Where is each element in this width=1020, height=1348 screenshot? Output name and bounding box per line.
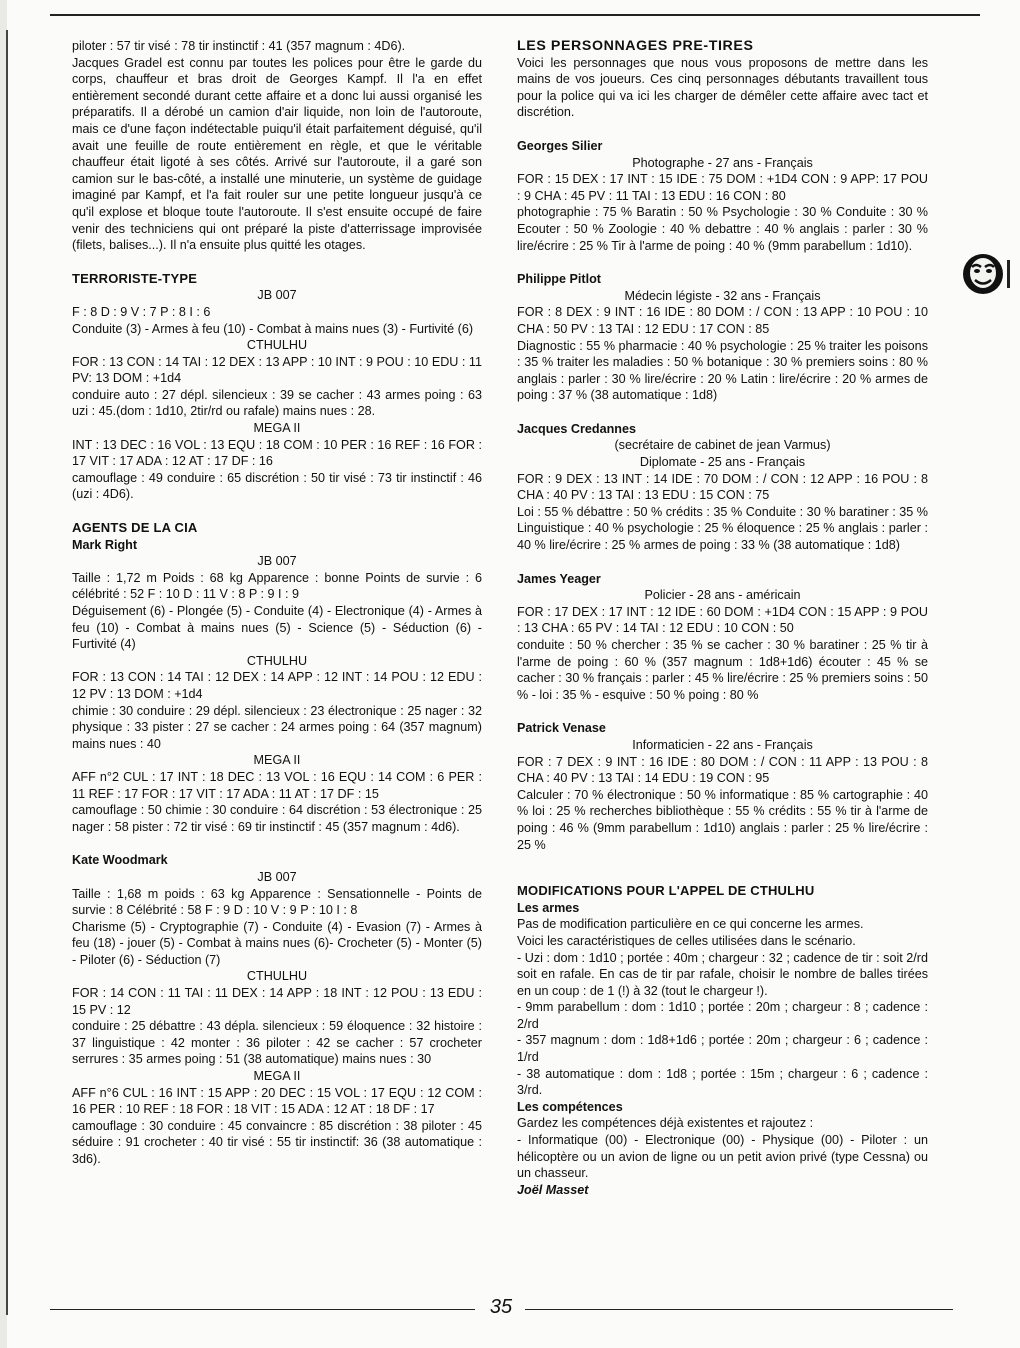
page-number: 35 bbox=[489, 1296, 513, 1318]
character-skills: conduite : 50 % chercher : 35 % se cacher : 30 % baratiner : 25 % tir à l'arme de poing : 60 % (357 magnum : 1d8+1d6) écouter : 45 % se cacher : 30 % français : parler : 45 % lire/écrire : 25 % premiers soins : 50 % - loi : 35 % - esquive : 50 % poing : 80 % bbox=[517, 638, 928, 702]
character-role-secondary: Diplomate - 25 ans - Français bbox=[639, 455, 806, 470]
theater-mask-icon bbox=[958, 250, 1014, 298]
character-role: Informaticien - 22 ans - Français bbox=[632, 737, 813, 752]
kate-woodmark-skills: Charisme (5) - Cryptographie (7) - Conduite (4) - Evasion (7) - Armes à feu (18) - jouer (5) - Combat à mains nues (6)- Crocheter (5) - Monter (5) - Piloter (6) - Séduction (7) bbox=[72, 919, 482, 967]
mark-right-jb: JB 007 bbox=[257, 554, 297, 569]
terroriste-mega-stats: INT : 13 DEC : 16 VOL : 13 EQU : 18 COM : 10 PER : 16 REF : 16 FOR : 17 VIT : 17 ADA : 12 AT : 17 DF : 16 bbox=[72, 437, 482, 469]
top-rule bbox=[50, 14, 980, 16]
mark-right-cthulhu-stats: FOR : 13 CON : 14 TAI : 12 DEX : 14 APP : 12 INT : 14 POU : 12 EDU : 12 PV : 13 DOM : +1d4 bbox=[72, 670, 482, 701]
character-stats: FOR : 9 DEX : 13 INT : 14 IDE : 70 DOM : / CON : 12 APP : 16 POU : 8 CHA : 40 PV : 13 TAI : 13 EDU : 15 CON : 75 bbox=[517, 471, 928, 503]
character-name: Patrick Venase bbox=[517, 721, 606, 736]
competences-line: Gardez les compétences déjà existentes et rajoutez : bbox=[517, 1116, 814, 1131]
competences-line: - Informatique (00) - Electronique (00) - Physique (00) - Piloter : un hélicoptère ou un avion de ligne ou un petit avion privé (type Cessna) ou un chasseur. bbox=[517, 1133, 928, 1181]
character-role: Policier - 28 ans - américain bbox=[644, 588, 801, 603]
terroriste-mega-skills: camouflage : 49 conduire : 65 discrétion : 50 tir visé : 73 tir instinctif : 46 (uzi : 4D6). bbox=[72, 470, 482, 502]
mark-right-name: Mark Right bbox=[72, 537, 138, 552]
terroriste-stats: F : 8 D : 9 V : 7 P : 8 I : 6 bbox=[72, 304, 211, 319]
terroriste-cthulhu-skills: conduire auto : 27 dépl. silencieux : 39 se cacher : 43 armes poing : 63 uzi : 45.(dom : 1d10, 2tir/rd ou rafale) mains nues : 28. bbox=[72, 387, 482, 419]
character-skills: Diagnostic : 55 % pharmacie : 40 % psychologie : 25 % traiter les poisons : 35 % traiter les maladies : 50 % botanique : 30 % premiers soins : 80 % anglais : parler : 30 % lire/écrire : 20 % Latin : lire/écrire : 20 % armes de poing : 37 % (38 automatique : 1d8) bbox=[517, 338, 928, 403]
armes-line: - 9mm parabellum : dom : 1d10 ; portée : 20m ; chargeur : 8 ; cadence : 2/rd bbox=[517, 1000, 928, 1031]
character-name: Philippe Pitlot bbox=[517, 272, 601, 287]
mark-right-mega-skills: camouflage : 50 chimie : 30 conduire : 64 discrétion : 53 électronique : 25 nager : 58 pister : 72 tir visé : 69 tir instinctif : 45 (357 magnum : 4d6). bbox=[72, 803, 482, 834]
intro-stats-line: piloter : 57 tir visé : 78 tir instinctif : 41 (357 magnum : 4D6). bbox=[72, 39, 406, 53]
kate-woodmark-mega-label: MEGA II bbox=[253, 1069, 301, 1084]
terroriste-title: TERRORISTE-TYPE bbox=[72, 270, 198, 286]
character-name: James Yeager bbox=[517, 571, 601, 586]
kate-woodmark-cthulhu-skills: conduire : 25 débattre : 43 dépla. silencieux : 59 éloquence : 32 histoire : 37 linguistique : 42 monter : 36 piloter : 42 se cacher : 57 crocheter serrures : 35 armes poing : 51 (38 automatique) mains nues : 30 bbox=[72, 1019, 482, 1067]
kate-woodmark-cthulhu-stats: FOR : 14 CON : 11 TAI : 11 DEX : 14 APP : 18 INT : 12 POU : 13 EDU : 15 PV : 12 bbox=[72, 986, 482, 1017]
competences-subtitle: Les compétences bbox=[517, 1099, 623, 1114]
pretires-title: LES PERSONNAGES PRE-TIRES bbox=[517, 38, 754, 54]
mark-right-cthulhu-skills: chimie : 30 conduire : 29 dépl. silencieux : 23 électronique : 25 nager : 32 physique : 33 pister : 27 se cacher : 24 armes poing : 64 (357 magnum) mains nues : 40 bbox=[72, 703, 482, 751]
terroriste-jb: JB 007 bbox=[257, 288, 297, 303]
kate-woodmark-mega-skills: camouflage : 30 conduire : 45 convaincre : 85 discrétion : 38 piloter : 45 séduire : 91 crocheter : 40 tir visé : 55 tir instinctif: 36 (38 automatique : 3d6). bbox=[72, 1118, 482, 1166]
character-stats: FOR : 7 DEX : 9 INT : 16 IDE : 80 DOM : / CON : 11 APP : 13 POU : 8 CHA : 40 PV : 13 TAI : 14 EDU : 19 CON : 95 bbox=[517, 754, 928, 786]
character-stats: FOR : 15 DEX : 17 INT : 15 IDE : 75 DOM : +1D4 CON : 9 APP: 17 POU : 9 CHA : 45 PV : 11 TAI : 13 EDU : 16 CON : 80 bbox=[517, 172, 928, 203]
character-skills: Calculer : 70 % électronique : 50 % informatique : 85 % cartographie : 40 % loi : 25 % recherches bibliothèque : 55 % crédits : 55 % tir à l'arme de poing : 46 % (9mm parabellum : 1d10) anglais : parler : 25 % lire/écrire : 25 % bbox=[517, 787, 928, 852]
character-role: Médecin légiste - 32 ans - Français bbox=[624, 288, 821, 303]
armes-subtitle: Les armes bbox=[517, 900, 580, 915]
footer-rule-left bbox=[50, 1309, 475, 1310]
kate-woodmark-stats: Taille : 1,68 m poids : 63 kg Apparence : Sensationnelle - Points de survie : 8 Célébrité : 58 F : 9 D : 10 V : 9 P : 10 I : 8 bbox=[72, 886, 482, 918]
cia-title: AGENTS DE LA CIA bbox=[72, 520, 198, 536]
armes-line: Pas de modification particulière en ce qui concerne les armes. bbox=[517, 917, 864, 932]
terroriste-cthulhu-stats: FOR : 13 CON : 14 TAI : 12 DEX : 13 APP : 10 INT : 9 POU : 10 EDU : 11 PV: 13 DOM : +1d4 bbox=[72, 354, 482, 386]
mark-right-stats: Taille : 1,72 m Poids : 68 kg Apparence : bonne Points de survie : 6 célébrité : 52 F : 10 D : 11 V : 8 P : 9 I : 9 bbox=[72, 570, 482, 602]
mark-right-mega-stats: AFF n°2 CUL : 17 INT : 18 DEC : 13 VOL : 16 EQU : 14 COM : 6 PER : 11 REF : 17 FOR : 17 VIT : 17 ADA : 11 AT : 17 DF : 15 bbox=[72, 769, 482, 801]
terroriste-cthulhu-label: CTHULHU bbox=[246, 338, 308, 353]
gradel-description: Jacques Gradel est connu par toutes les polices pour être le garde du corps, chauffeur et bras droit de Georges Kampf. Il l'a en effet entièrement secondé durant cette affaire et a donc lui aussi organisé les préparatifs. Il a dérobé un camion d'air liquide, non loin de l'autoroute, mais ce d'une façon indétectable puiqu'il était parfaitement déguisé, qu'il avait une feuille de route entièrement en règle, et que le véritable chauffeur était ligoté à ses côtés. Arrivé sur l'autoroute, il a garé son camion sur le bas-côté, a installé une minuterie, un système de guidage imaginé par Kampf, et l'a fait rouler sur une petite longueur jusqu'à ce qu'il explose et bloque toute l'autoroute. Il s'est ensuite occupé de faire venir des techniciens qui ont préparé la piste d'atterrissage improvisée (filets, balises...). Il n'a ensuite plus quitté les otages. bbox=[72, 55, 482, 253]
terroriste-skills: Conduite (3) - Armes à feu (10) - Combat à mains nues (3) - Furtivité (6) bbox=[72, 321, 474, 336]
modifications-title: MODIFICATIONS POUR L'APPEL DE CTHULHU bbox=[517, 883, 815, 899]
pretires-intro: Voici les personnages que nous vous proposons de mettre dans les mains de vos joueurs. Ces cinq personnages débutants travaillent tous pour la police qui va ici les charger de démêler cette affaire avec tact et discrétion. bbox=[517, 55, 928, 120]
character-role: (secrétaire de cabinet de jean Varmus) bbox=[614, 438, 831, 453]
footer-rule-right bbox=[525, 1309, 953, 1310]
armes-line: - 38 automatique : dom : 1d8 ; portée : 15m ; chargeur : 6 ; cadence : 3/rd. bbox=[517, 1066, 928, 1098]
armes-line: Voici les caractéristiques de celles utilisées dans le scénario. bbox=[517, 933, 856, 948]
armes-line: - Uzi : dom : 1d10 ; portée : 40m ; chargeur : 32 ; cadence de tir : soit 2/rd soit en rafale. En cas de tir par rafale, choisir le nombre de balles tirées en un coup : de 1 (!) à 32 (tout le chargeur !). bbox=[517, 950, 928, 998]
kate-woodmark-jb: JB 007 bbox=[257, 869, 297, 884]
mark-right-cthulhu-label: CTHULHU bbox=[246, 653, 308, 668]
mark-right-skills: Déguisement (6) - Plongée (5) - Conduite (4) - Electronique (4) - Armes à feu (10) - Combat à mains nues (5) - Science (5) - Séduction (6) - Furtivité (4) bbox=[72, 604, 482, 652]
right-column bbox=[517, 38, 928, 1198]
left-column bbox=[72, 38, 482, 1168]
kate-woodmark-cthulhu-label: CTHULHU bbox=[246, 969, 308, 984]
character-skills: photographie : 75 % Baratin : 50 % Psychologie : 30 % Conduite : 30 % Ecouter : 50 % Zoologie : 40 % debattre : 40 % anglais : parler : 30 % lire/écrire : 25 % Tir à l'arme de poing : 40 % (9mm parabellum : 1d10). bbox=[517, 205, 928, 253]
character-stats: FOR : 8 DEX : 9 INT : 16 IDE : 80 DOM : / CON : 13 APP : 10 POU : 10 CHA : 50 PV : 13 TAI : 12 EDU : 17 CON : 85 bbox=[517, 305, 928, 336]
character-role: Photographe - 27 ans - Français bbox=[632, 155, 813, 170]
author-signature: Joël Masset bbox=[517, 1182, 589, 1197]
terroriste-mega-label: MEGA II bbox=[253, 421, 301, 436]
character-stats: FOR : 17 DEX : 17 INT : 12 IDE : 60 DOM : +1D4 CON : 15 APP : 9 POU : 13 CHA : 65 PV : 14 TAI : 12 EDU : 10 CON : 50 bbox=[517, 604, 928, 636]
character-skills: Loi : 55 % débattre : 50 % crédits : 35 % Conduite : 30 % baratiner : 35 % Linguistique : 40 % psychologie : 25 % éloquence : 25 % anglais : parler : 40 % lire/écrire : 25 % armes de poing : 33 % (38 automatique : 1d8) bbox=[517, 504, 928, 553]
character-name: Jacques Credannes bbox=[517, 421, 636, 436]
kate-woodmark-mega-stats: AFF n°6 CUL : 16 INT : 15 APP : 20 DEC : 15 VOL : 17 EQU : 12 COM : 16 PER : 10 REF : 18 FOR : 18 VIT : 15 ADA : 12 AT : 18 DF : 17 bbox=[72, 1085, 482, 1117]
kate-woodmark-name: Kate Woodmark bbox=[72, 853, 168, 868]
armes-line: - 357 magnum : dom : 1d8+1d6 ; portée : 20m ; chargeur : 6 ; cadence : 1/rd bbox=[517, 1033, 928, 1065]
binding-edge bbox=[0, 0, 7, 1348]
character-name: Georges Silier bbox=[517, 138, 603, 153]
mark-right-mega-label: MEGA II bbox=[253, 753, 301, 768]
